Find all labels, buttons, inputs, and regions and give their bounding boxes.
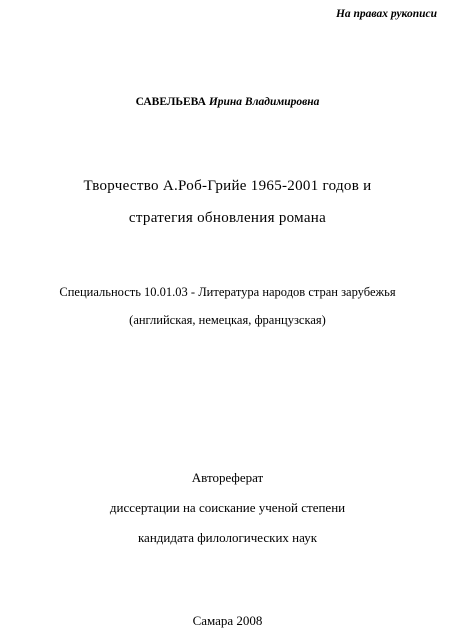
specialty-line-2: (английская, немецкая, французская): [129, 313, 326, 327]
title-line-2: стратегия обновления романа: [128, 210, 327, 226]
rights-note: На правах рукописи: [335, 8, 437, 20]
document-type-line-1: Автореферат: [191, 470, 264, 485]
place-year: Самара 2008: [192, 613, 263, 628]
title-line-1: Творчество А.Роб-Грийе 1965-2001 годов и: [83, 178, 372, 194]
specialty-line-1: Специальность 10.01.03 - Литература народов стран зарубежья: [59, 285, 396, 299]
document-type-line-2: диссертации на соискание ученой степени: [109, 500, 346, 515]
author-name: [0, 96, 455, 108]
author-given-names: Ирина Владимировна: [208, 96, 320, 108]
author-surname: САВЕЛЬЕВА: [135, 96, 206, 108]
document-type-line-3: кандидата филологических наук: [137, 530, 318, 545]
